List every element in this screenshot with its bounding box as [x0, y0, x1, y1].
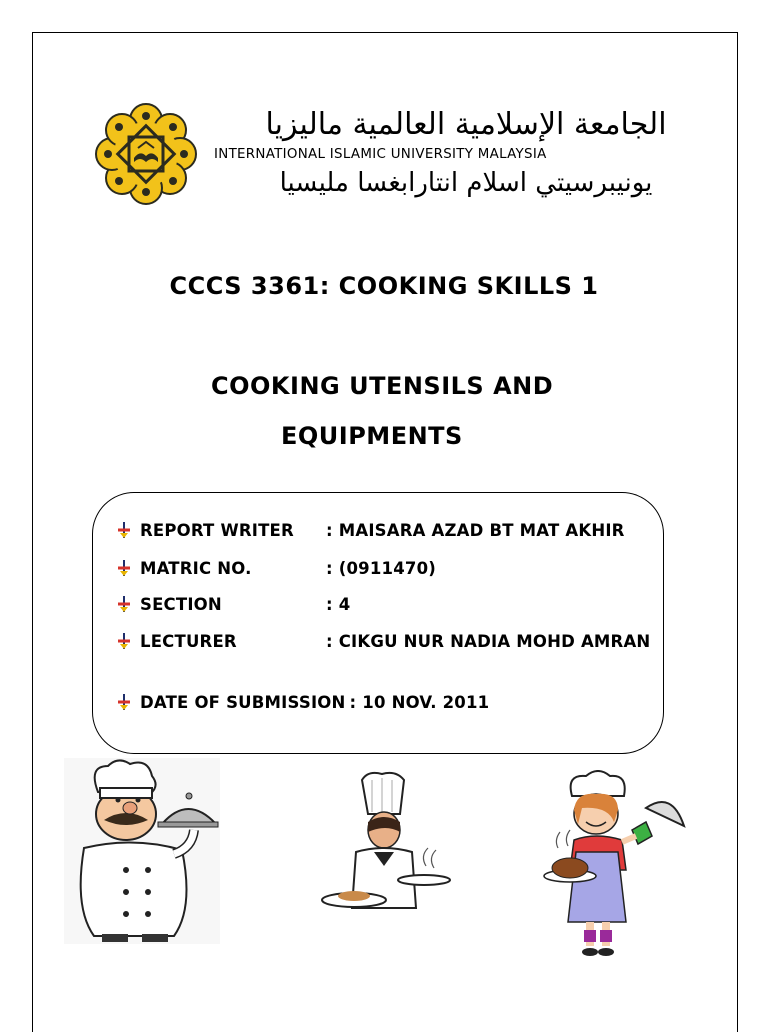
report-title-line-2: EQUIPMENTS — [281, 422, 463, 450]
jawi-university-name: يونيبرسيتي اسلام انتارابغسا مليسيا — [279, 168, 653, 198]
iium-emblem-icon — [92, 100, 200, 208]
info-value: : 10 NOV. 2011 — [349, 692, 490, 712]
arrow-bullet-icon — [116, 521, 132, 539]
arabic-university-name: الجامعة الإسلامية العالمية ماليزيا — [265, 107, 667, 142]
arrow-bullet-icon — [116, 632, 132, 650]
arrow-bullet-icon — [116, 693, 132, 711]
info-label: SECTION — [140, 594, 222, 614]
info-row-report-writer — [116, 518, 625, 542]
info-value: : 4 — [326, 594, 351, 614]
info-row-matric-no — [116, 556, 436, 580]
info-row-date-of-submission — [116, 690, 489, 714]
info-label: REPORT WRITER — [140, 520, 294, 540]
university-logo — [92, 100, 667, 210]
info-value: : MAISARA AZAD BT MAT AKHIR — [326, 520, 625, 540]
info-label: MATRIC NO. — [140, 558, 252, 578]
info-label: DATE OF SUBMISSION — [140, 692, 346, 712]
info-row-section — [116, 592, 351, 616]
info-value: : (0911470) — [326, 558, 436, 578]
report-title-line-1: COOKING UTENSILS AND — [211, 372, 554, 400]
info-row-lecturer — [116, 629, 651, 653]
chef-with-cloche-icon — [64, 758, 220, 944]
course-title: CCCS 3361: COOKING SKILLS 1 — [169, 272, 599, 300]
arrow-bullet-icon — [116, 595, 132, 613]
arrow-bullet-icon — [116, 559, 132, 577]
info-value: : CIKGU NUR NADIA MOHD AMRAN — [326, 631, 651, 651]
cook-with-roast-icon — [542, 770, 692, 962]
info-label: LECTURER — [140, 631, 237, 651]
chef-with-plate-icon — [316, 770, 456, 920]
english-university-name: INTERNATIONAL ISLAMIC UNIVERSITY MALAYSIA — [214, 147, 547, 162]
